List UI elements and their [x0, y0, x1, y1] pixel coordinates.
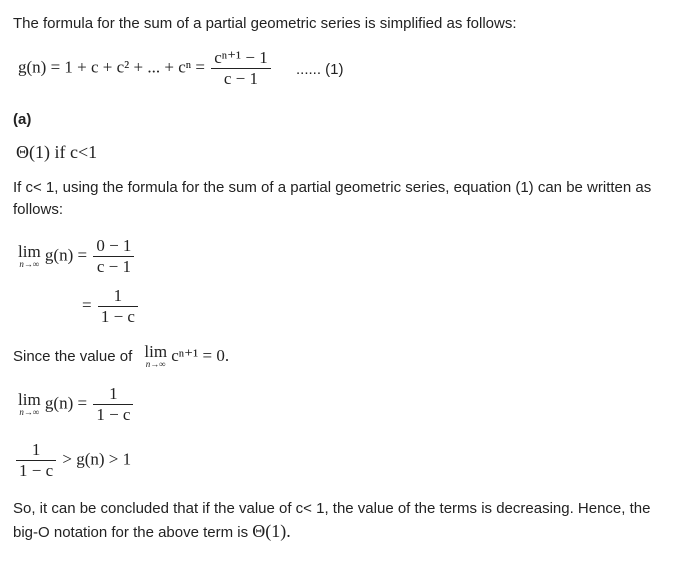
step1-fraction [93, 236, 134, 277]
conclusion-text: So, it can be concluded that if the value of c< 1, the value of the terms is decreasing. Hence, the big-O notation for the above term is [13, 500, 651, 541]
lim-text: lim [18, 241, 41, 261]
step3-numerator: 1 [93, 384, 133, 405]
case-statement: Θ(1) if c<1 [16, 142, 98, 162]
conclusion-math: Θ(1). [252, 521, 291, 541]
inequality-step [14, 440, 131, 481]
step1-numerator: 0 − 1 [93, 236, 134, 257]
step3-lim-subscript: n→∞ [19, 406, 40, 417]
since-expression: cⁿ⁺¹ = 0. [171, 345, 230, 365]
limit-step-1 [18, 236, 136, 277]
part-label: (a) [13, 111, 32, 128]
step3-limit [18, 389, 41, 417]
step1-denominator: c − 1 [96, 257, 131, 276]
paragraph-intro-case: If c< 1, using the formula for the sum of a partial geometric series, equation (1) can be written as follows: [13, 179, 652, 218]
geometric-sum-formula [18, 48, 273, 89]
step1-lhs: g(n) = [44, 245, 88, 265]
formula-lhs: g(n) = 1 + c + c² + ... + cⁿ = [18, 57, 205, 77]
since-lim-subscript: n→∞ [145, 359, 166, 369]
step2-denominator: 1 − c [100, 307, 135, 326]
step3-lim-text: lim [18, 389, 41, 409]
since-statement [13, 342, 230, 369]
step4-rhs: > g(n) > 1 [62, 449, 132, 469]
formula-denominator: c − 1 [223, 69, 259, 88]
since-text: Since the value of [13, 347, 133, 365]
step3-fraction [93, 384, 133, 425]
conclusion-paragraph [13, 498, 678, 544]
step3-lhs: g(n) = [44, 393, 88, 413]
step4-denominator: 1 − c [19, 461, 54, 480]
limit-step-2 [82, 286, 140, 327]
step4-fraction [16, 440, 56, 481]
equation-tag: ...... (1) [296, 61, 344, 78]
step2-equals: = [82, 295, 92, 315]
step2-numerator: 1 [98, 286, 138, 307]
since-limit [144, 342, 168, 369]
formula-fraction [211, 48, 271, 89]
formula-numerator: cⁿ⁺¹ − 1 [211, 48, 271, 69]
since-lim-text: lim [144, 342, 168, 361]
step4-numerator: 1 [16, 440, 56, 461]
limit-operator [18, 241, 41, 269]
step2-fraction [98, 286, 138, 327]
intro-text: The formula for the sum of a partial geometric series is simplified as follows: [13, 15, 517, 32]
lim-subscript: n→∞ [19, 258, 40, 269]
step3-denominator: 1 − c [96, 405, 131, 424]
limit-step-3 [18, 384, 135, 425]
